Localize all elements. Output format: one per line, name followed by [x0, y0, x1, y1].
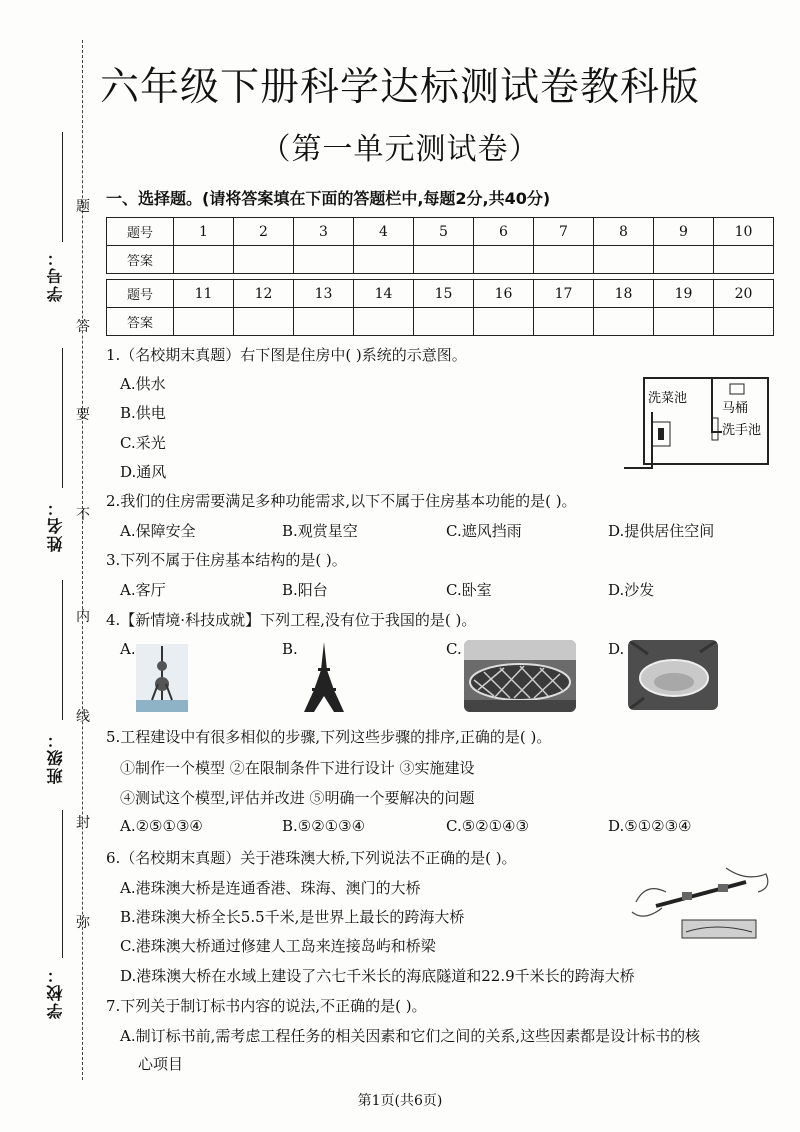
q5-option-a[interactable]: A.②⑤①③④ — [120, 817, 203, 835]
class-label: 班级： — [46, 730, 65, 784]
answer-cell[interactable] — [414, 246, 474, 274]
q5-option-b[interactable]: B.⑤②①③④ — [282, 817, 366, 835]
sink-label: 洗菜池 — [648, 390, 688, 405]
num-cell: 13 — [294, 280, 354, 308]
school-label: 学校： — [46, 965, 65, 1019]
num-cell: 4 — [354, 218, 414, 246]
seal-char: 要 — [76, 407, 90, 423]
num-cell: 7 — [534, 218, 594, 246]
seal-char: 线 — [76, 709, 90, 725]
name-label: 姓名： — [46, 498, 65, 552]
class-line — [62, 580, 63, 720]
school-line — [62, 810, 63, 958]
q2-option-b[interactable]: B.观赏星空 — [282, 522, 358, 540]
answer-cell[interactable] — [654, 308, 714, 336]
name-line — [62, 348, 63, 488]
q6-option-d[interactable]: D.港珠澳大桥在水域上建设了六七千米长的海底隧道和22.9千米长的跨海大桥 — [120, 967, 635, 985]
answer-cell[interactable] — [354, 308, 414, 336]
answer-table — [106, 217, 774, 336]
answer-cell[interactable] — [294, 308, 354, 336]
section-heading: 一、选择题。(请将答案填在下面的答题栏中,每题2分,共40分) — [106, 189, 551, 208]
q6-option-b[interactable]: B.港珠澳大桥全长5.5千米,是世界上最长的跨海大桥 — [120, 908, 465, 926]
q3-option-b[interactable]: B.阳台 — [282, 581, 328, 599]
q7-option-a[interactable]: A.制订标书前,需考虑工程任务的相关因素和它们之间的关系,这些因素都是设计标书的核 — [120, 1027, 701, 1045]
eiffel-tower-image — [298, 640, 350, 714]
q2-option-d[interactable]: D.提供居住空间 — [608, 522, 715, 540]
bridge-map-image — [626, 862, 776, 944]
q1-option-b[interactable]: B.供电 — [120, 404, 166, 422]
plumbing-diagram — [622, 372, 774, 474]
answer-cell[interactable] — [414, 308, 474, 336]
answer-header: 答案 — [107, 246, 174, 274]
answer-cell[interactable] — [174, 246, 234, 274]
num-cell: 9 — [654, 218, 714, 246]
answer-cell[interactable] — [354, 246, 414, 274]
q4-option-a[interactable]: A. — [120, 640, 136, 658]
question-7-stem: 7.下列关于制订标书内容的说法,不正确的是( )。 — [106, 997, 427, 1015]
answer-cell[interactable] — [174, 308, 234, 336]
answer-cell[interactable] — [474, 246, 534, 274]
num-cell: 14 — [354, 280, 414, 308]
q5-steps-line-1: ①制作一个模型 ②在限制条件下进行设计 ③实施建设 — [120, 759, 475, 777]
q3-option-d[interactable]: D.沙发 — [608, 581, 655, 599]
q6-option-c[interactable]: C.港珠澳大桥通过修建人工岛来连接岛屿和桥梁 — [120, 937, 436, 955]
answer-cell[interactable] — [654, 246, 714, 274]
question-3-stem: 3.下列不属于住房基本结构的是( )。 — [106, 551, 347, 569]
q7-option-a-cont: 心项目 — [138, 1055, 184, 1073]
num-cell: 20 — [714, 280, 774, 308]
question-4-stem: 4.【新情境·科技成就】下列工程,没有位于我国的是( )。 — [106, 611, 477, 629]
num-cell: 2 — [234, 218, 294, 246]
num-cell: 19 — [654, 280, 714, 308]
student-id-label: 学号： — [46, 248, 65, 302]
tv-tower-image — [136, 644, 188, 712]
num-cell: 3 — [294, 218, 354, 246]
question-1-stem: 1.（名校期末真题）右下图是住房中( )系统的示意图。 — [106, 346, 467, 364]
wash-basin-label: 洗手池 — [722, 422, 762, 437]
num-cell: 17 — [534, 280, 594, 308]
answer-cell[interactable] — [594, 308, 654, 336]
question-5-stem: 5.工程建设中有很多相似的步骤,下列这些步骤的排序,正确的是( )。 — [106, 728, 552, 746]
q4-option-b[interactable]: B. — [282, 640, 298, 658]
answer-cell[interactable] — [294, 246, 354, 274]
seal-char: 题 — [76, 199, 90, 215]
answer-header: 答案 — [107, 308, 174, 336]
seal-char: 封 — [76, 815, 90, 831]
num-cell: 6 — [474, 218, 534, 246]
answer-cell[interactable] — [714, 246, 774, 274]
question-2-stem: 2.我们的住房需要满足多种功能需求,以下不属于住房基本功能的是( )。 — [106, 492, 577, 510]
seal-char: 弥 — [76, 915, 90, 931]
num-cell: 1 — [174, 218, 234, 246]
q1-option-c[interactable]: C.采光 — [120, 434, 166, 452]
question-6-stem: 6.（名校期末真题）关于港珠澳大桥,下列说法不正确的是( )。 — [106, 849, 517, 867]
page-title: 六年级下册科学达标测试卷教科版 — [99, 65, 700, 110]
q6-option-a[interactable]: A.港珠澳大桥是连通香港、珠海、澳门的大桥 — [120, 879, 421, 897]
q5-option-c[interactable]: C.⑤②①④③ — [446, 817, 529, 835]
num-cell: 18 — [594, 280, 654, 308]
toilet-label: 马桶 — [722, 400, 749, 415]
answer-cell[interactable] — [714, 308, 774, 336]
q2-option-a[interactable]: A.保障安全 — [120, 522, 196, 540]
num-cell: 5 — [414, 218, 474, 246]
page-number: 第1页(共6页) — [357, 1093, 443, 1109]
q4-option-d[interactable]: D. — [608, 640, 625, 658]
q1-option-a[interactable]: A.供水 — [120, 375, 166, 393]
answer-cell[interactable] — [534, 246, 594, 274]
num-cell: 15 — [414, 280, 474, 308]
num-cell: 16 — [474, 280, 534, 308]
num-cell: 8 — [594, 218, 654, 246]
q5-option-d[interactable]: D.⑤①②③④ — [608, 817, 692, 835]
seal-char: 不 — [76, 507, 90, 523]
q5-steps-line-2: ④测试这个模型,评估并改进 ⑤明确一个要解决的问题 — [120, 789, 475, 807]
answer-cell[interactable] — [594, 246, 654, 274]
seal-char: 答 — [76, 319, 90, 335]
seal-char: 内 — [76, 609, 90, 625]
answer-cell[interactable] — [474, 308, 534, 336]
page-subtitle: （第一单元测试卷） — [260, 132, 540, 167]
stadium-image — [464, 640, 576, 712]
q1-option-d[interactable]: D.通风 — [120, 463, 167, 481]
num-cell: 10 — [714, 218, 774, 246]
q3-option-c[interactable]: C.卧室 — [446, 581, 492, 599]
answer-cell[interactable] — [234, 308, 294, 336]
num-cell: 11 — [174, 280, 234, 308]
answer-cell[interactable] — [234, 246, 294, 274]
answer-cell[interactable] — [534, 308, 594, 336]
telescope-dish-image — [628, 640, 718, 710]
num-header: 题号 — [107, 218, 174, 246]
q4-option-c[interactable]: C. — [446, 640, 462, 658]
num-header: 题号 — [107, 280, 174, 308]
num-cell: 12 — [234, 280, 294, 308]
q2-option-c[interactable]: C.遮风挡雨 — [446, 522, 522, 540]
q3-option-a[interactable]: A.客厅 — [120, 581, 166, 599]
